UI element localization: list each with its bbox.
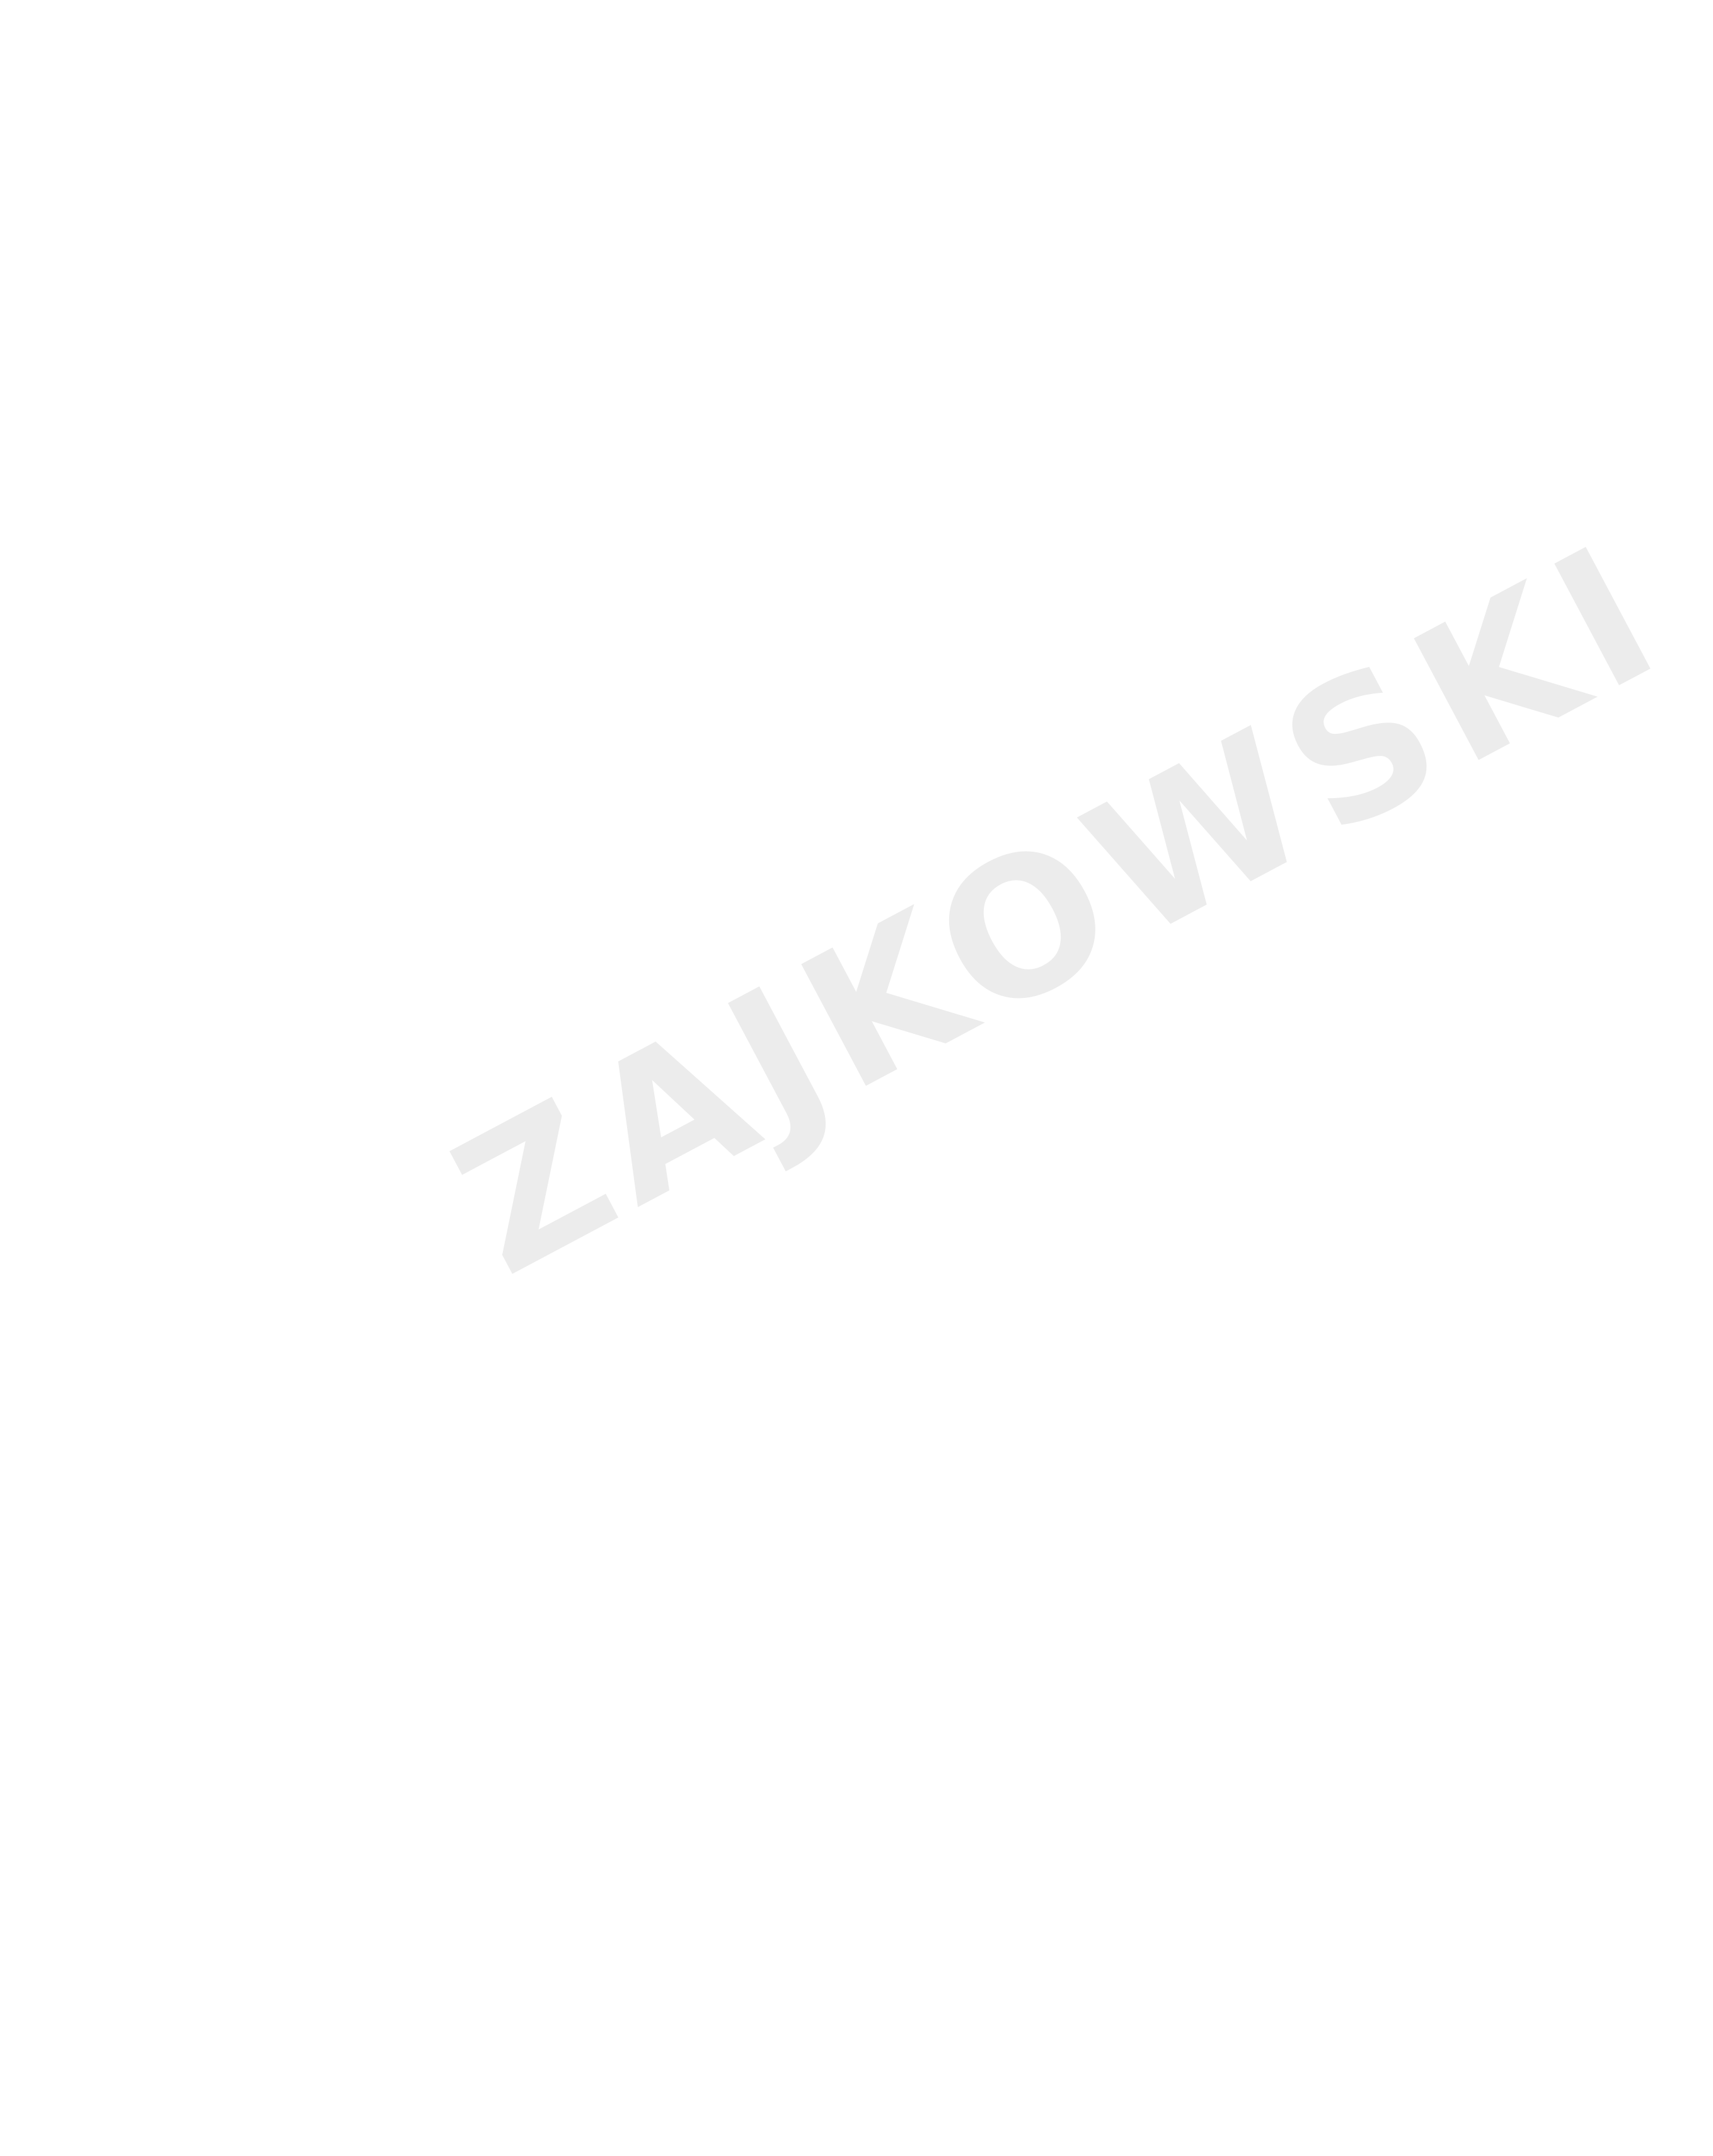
watermark: ZAJKOWSKI [422,499,1699,1318]
